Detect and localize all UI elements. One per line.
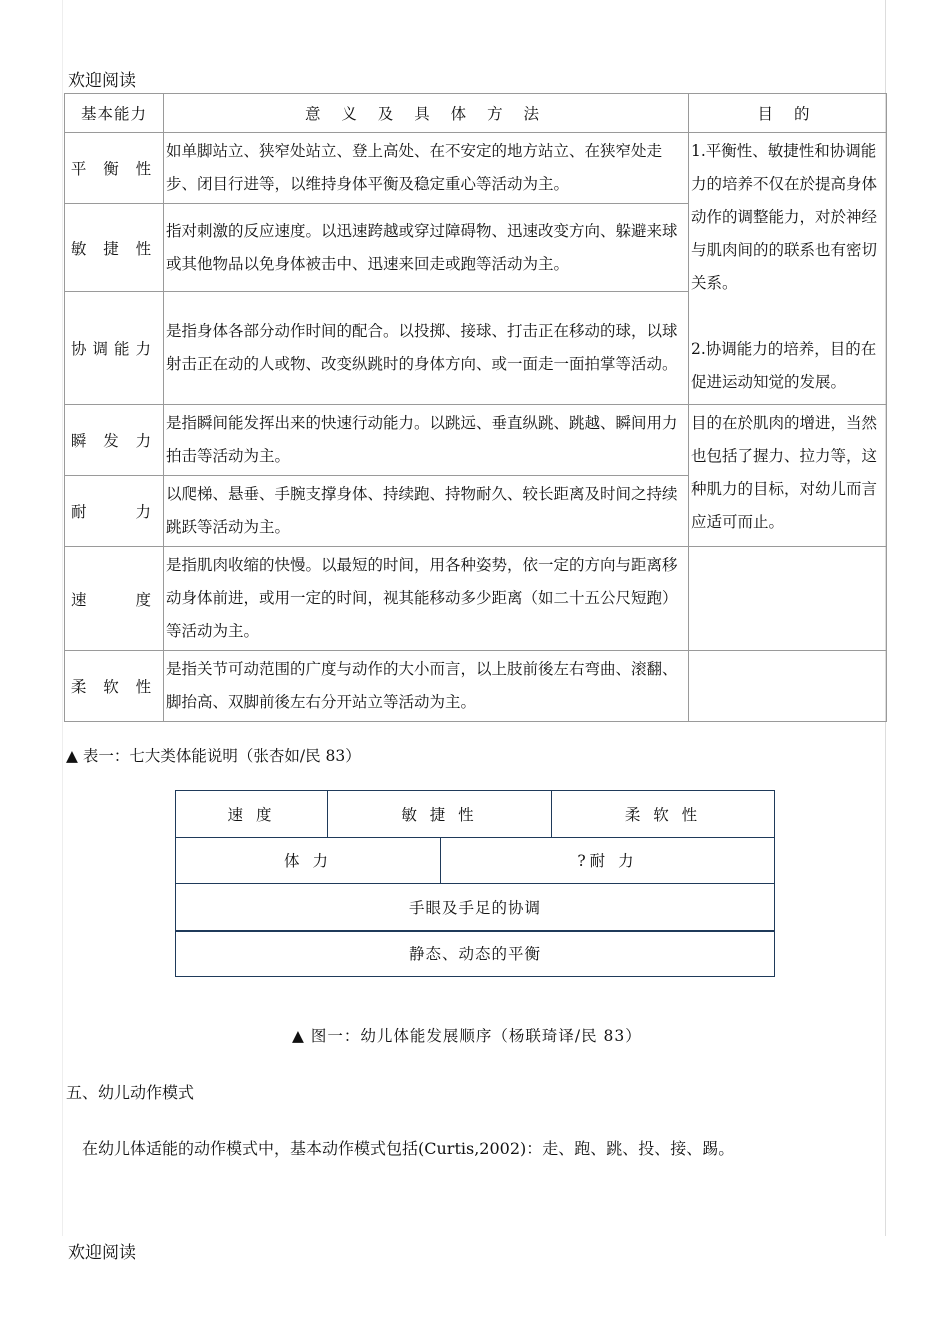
- figure-row-1: [176, 791, 774, 838]
- purpose-1-part-1: 1.平衡性、敏捷性和协调能力的培养不仅在於提高身体动作的调整能力，对於神经与肌肉间的的联系也有密切关系。: [691, 142, 878, 292]
- description-cell: 是指关节可动范围的广度与动作的大小而言，以上肢前後左右弯曲、滚翻、脚抬高、双脚前後左右分开站立等活动为主。: [164, 651, 689, 722]
- ability-cell: 速 度: [65, 547, 164, 651]
- table-header-row: [65, 94, 887, 133]
- figure-cell-speed: 速 度: [176, 791, 328, 837]
- development-order-figure: [175, 790, 775, 977]
- empty-purpose-cell: [689, 651, 887, 722]
- description-cell: 以爬梯、悬垂、手腕支撑身体、持续跑、持物耐久、较长距离及时间之持续跳跃等活动为主。: [164, 476, 689, 547]
- page-header: 欢迎阅读: [68, 71, 136, 91]
- page-footer: 欢迎阅读: [68, 1243, 136, 1263]
- purpose-cell-1: [689, 133, 887, 405]
- body-paragraph: 在幼儿体适能的动作模式中，基本动作模式包括(Curtis,2002)：走、跑、跳、投、接、踢。: [82, 1139, 735, 1158]
- figure-cell-agility: 敏 捷 性: [328, 791, 552, 837]
- description-cell: 如单脚站立、狭窄处站立、登上高处、在不安定的地方站立、在狭窄处走步、闭目行进等，以维持身体平衡及稳定重心等活动为主。: [164, 133, 689, 204]
- table-row: [65, 651, 887, 722]
- purpose-cell-2: 目的在於肌肉的增进，当然也包括了握力、拉力等，这种肌力的目标，对幼儿而言应适可而止。: [689, 405, 887, 547]
- purpose-1-part-2: 2.协调能力的培养，目的在促进运动知觉的发展。: [691, 340, 877, 391]
- figure-row-3: [176, 883, 774, 932]
- figure-row-4: [176, 930, 774, 976]
- description-cell: 是指身体各部分动作时间的配合。以投掷、接球、打击正在移动的球，以球射击正在动的人或物、改变纵跳时的身体方向、或一面走一面拍掌等活动。: [164, 292, 689, 405]
- fitness-table: [64, 93, 887, 722]
- description-cell: 是指瞬间能发挥出来的快速行动能力。以跳远、垂直纵跳、跳越、瞬间用力拍击等活动为主。: [164, 405, 689, 476]
- ability-cell: 耐 力: [65, 476, 164, 547]
- ability-cell: 平 衡 性: [65, 133, 164, 204]
- header-method: 意 义 及 具 体 方 法: [164, 94, 689, 133]
- figure-caption: ▲ 图一：幼儿体能发展顺序（杨联琦译/民 83）: [292, 1027, 642, 1045]
- figure-cell-coordination: 手眼及手足的协调: [408, 898, 541, 917]
- figure-cell-strength: 体 力: [176, 837, 441, 883]
- figure-cell-flexibility: 柔 软 性: [624, 806, 702, 824]
- ability-cell: 柔 软 性: [65, 651, 164, 722]
- description-cell: 指对刺激的反应速度。以迅速跨越或穿过障碍物、迅速改变方向、躲避来球或其他物品以免身体被击中、迅速来回走或跑等活动为主。: [164, 204, 689, 292]
- ability-cell: 瞬 发 力: [65, 405, 164, 476]
- table-row: [65, 405, 887, 476]
- table-caption: ▲ 表一：七大类体能说明（张杏如/民 83）: [66, 747, 361, 765]
- header-ability: 基本能力: [65, 94, 164, 133]
- empty-purpose-cell: [689, 547, 887, 651]
- section-heading: 五、幼儿动作模式: [66, 1083, 195, 1102]
- figure-cell-endurance: ?耐 力: [577, 852, 638, 870]
- figure-row-2: [176, 837, 774, 884]
- table-row: [65, 547, 887, 651]
- ability-cell: 协调能力: [65, 292, 164, 405]
- figure-cell-balance: 静态、动态的平衡: [408, 945, 541, 963]
- ability-cell: 敏 捷 性: [65, 204, 164, 292]
- table-row: [65, 133, 887, 204]
- description-cell: 是指肌肉收缩的快慢。以最短的时间，用各种姿势，依一定的方向与距离移动身体前进，或用一定的时间，视其能移动多少距离（如二十五公尺短跑）等活动为主。: [164, 547, 689, 651]
- header-purpose: 目 的: [689, 94, 887, 133]
